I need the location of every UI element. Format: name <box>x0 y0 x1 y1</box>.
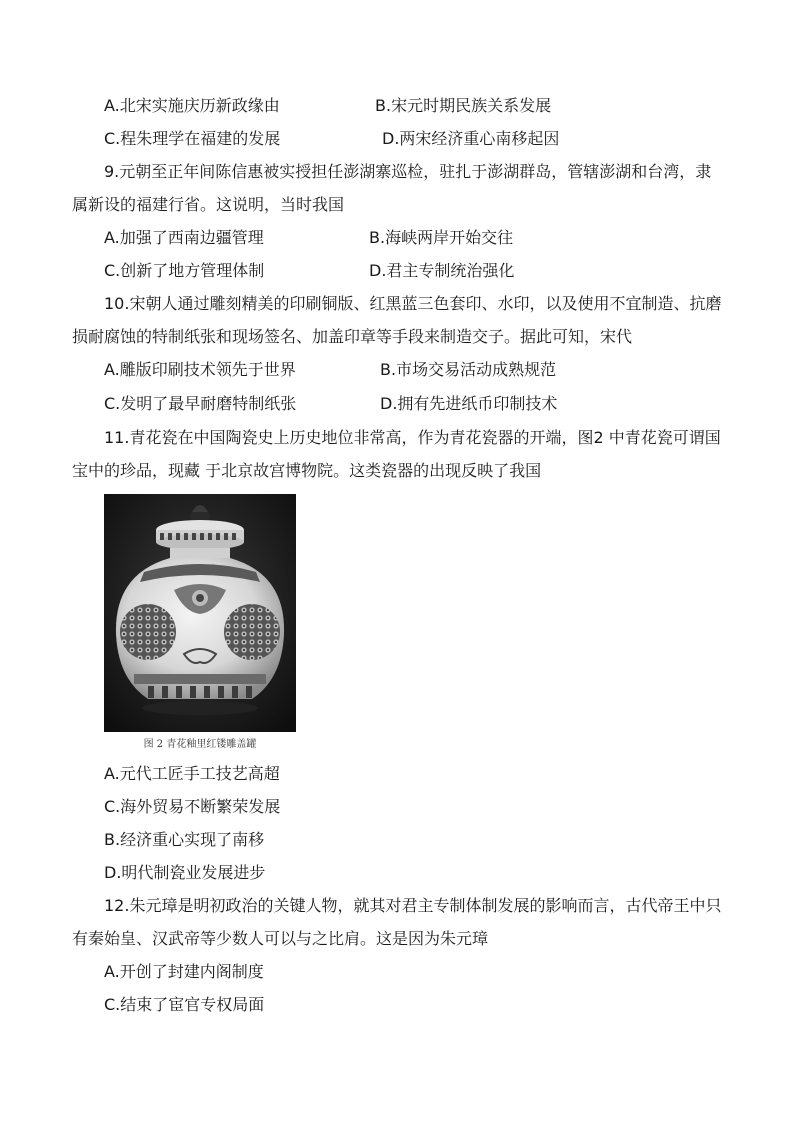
q10-option-b: B.市场交易活动成熟规范 <box>380 360 557 379</box>
q12-option-c: C.结束了宦官专权局面 <box>104 995 265 1014</box>
q11-option-c: C.海外贸易不断繁荣发展 <box>104 797 281 816</box>
porcelain-jar-photo <box>104 494 296 732</box>
q11-stem-line1: 11.青花瓷在中国陶瓷史上历史地位非常高，作为青花瓷器的开端，图2 中青花瓷可谓国 <box>104 428 721 447</box>
q11-stem-line2: 宝中的珍品，现藏 于北京故宫博物院。这类瓷器的出现反映了我国 <box>72 461 542 480</box>
q8-option-d: D.两宋经济重心南移起因 <box>382 129 560 148</box>
q10-option-a: A.雕版印刷技术领先于世界 <box>104 360 296 379</box>
q11-option-d: D.明代制瓷业发展进步 <box>104 863 266 882</box>
q11-option-b: B.经济重心实现了南移 <box>104 830 265 849</box>
q9-option-d: D.君主专制统治强化 <box>369 261 515 280</box>
q9-stem-line2: 属新设的福建行省。这说明，当时我国 <box>72 195 345 214</box>
q8-option-a: A.北宋实施庆历新政缘由 <box>104 96 280 115</box>
q10-stem-line1: 10.宋朝人通过雕刻精美的印刷铜版、红黑蓝三色套印、水印，以及使用不宜制造、抗磨 <box>104 294 722 313</box>
q10-option-d: D.拥有先进纸币印制技术 <box>380 394 558 413</box>
q9-option-a: A.加强了西南边疆管理 <box>104 228 264 247</box>
q11-option-a: A.元代工匠手工技艺高超 <box>104 764 280 783</box>
q12-stem-line1: 12.朱元璋是明初政治的关键人物，就其对君主专制体制发展的影响而言，古代帝王中只 <box>104 896 722 915</box>
q12-stem-line2: 有秦始皇、汉武帝等少数人可以与之比肩。这是因为朱元璋 <box>72 929 489 948</box>
q12-option-a: A.开创了封建内阁制度 <box>104 962 264 981</box>
q9-option-c: C.创新了地方管理体制 <box>104 261 265 280</box>
q10-stem-line2: 损耐腐蚀的特制纸张和现场签名、加盖印章等手段来制造交子。据此可知，宋代 <box>72 327 633 346</box>
q9-stem-line1: 9.元朝至正年间陈信惠被实授担任澎湖寨巡检，驻扎于澎湖群岛，管辖澎湖和台湾，隶 <box>104 162 712 181</box>
porcelain-jar-icon <box>104 494 296 732</box>
q10-option-c: C.发明了最早耐磨特制纸张 <box>104 394 297 413</box>
figure-caption: 图 2 青花釉里红镂雕盖罐 <box>143 739 257 750</box>
q8-option-c: C.程朱理学在福建的发展 <box>104 129 281 148</box>
q9-option-b: B.海峡两岸开始交往 <box>369 228 514 247</box>
q8-option-b: B.宋元时期民族关系发展 <box>375 96 552 115</box>
